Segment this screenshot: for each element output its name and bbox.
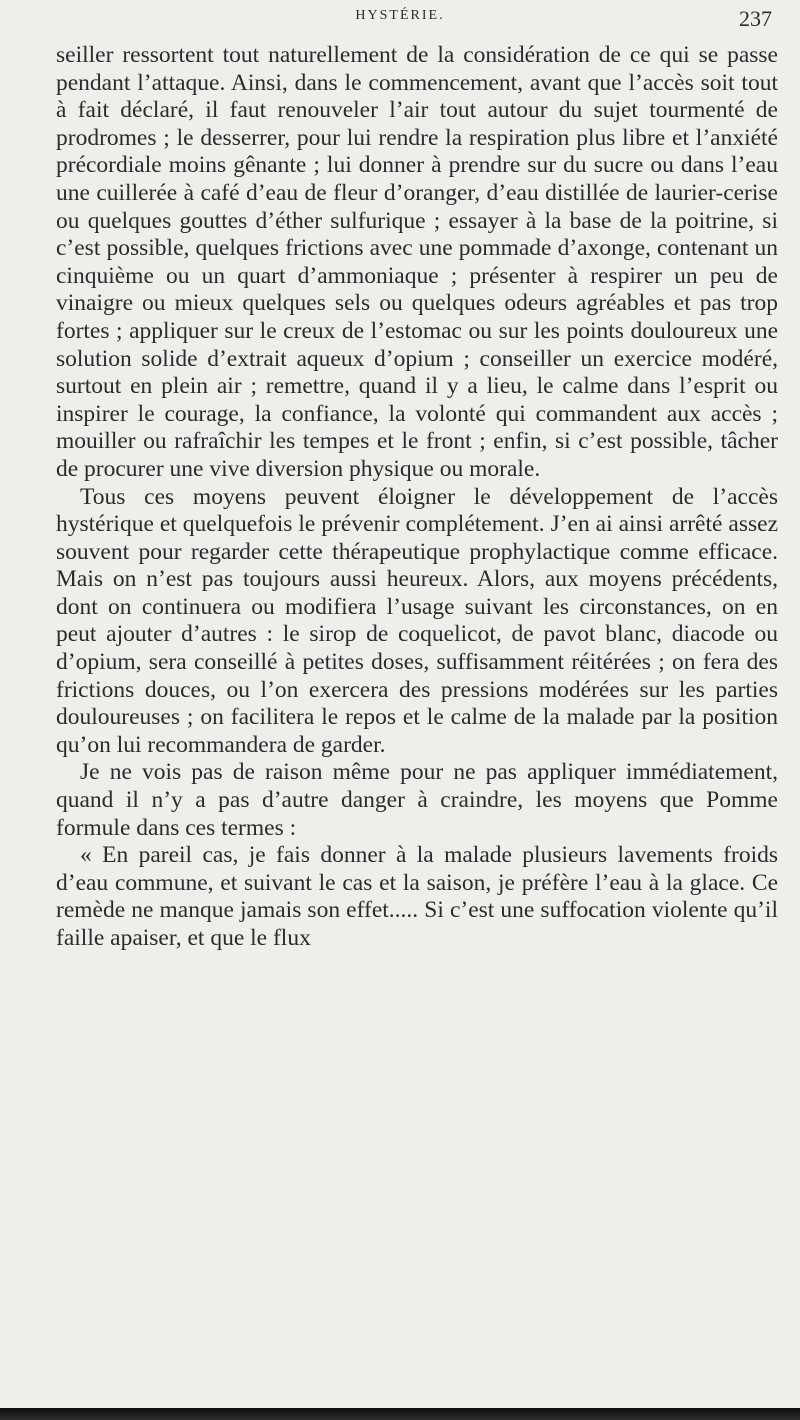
paragraph-3: Je ne vois pas de raison même pour ne pas appliquer immédiatement, quand il n’y a pas d’autre danger à craindre, les moyens que Pomme formule dans ces termes : (56, 759, 778, 841)
page-bottom-edge (0, 1408, 800, 1420)
running-head: HYSTÉRIE. (355, 8, 445, 23)
page-header (0, 6, 800, 36)
paragraph-4-quote: « En pareil cas, je fais donner à la malade plusieurs lavements froids d’eau commune, et suivant le cas et la saison, je préfère l’eau à la glace. Ce remède ne manque jamais son effet..... Si c’est une suffocation violente qu’il faille apaiser, et que le flux (56, 842, 778, 951)
paragraph-2: Tous ces moyens peuvent éloigner le développement de l’accès hystérique et quelquefois le prévenir complétement. J’en ai ainsi arrêté assez souvent pour regarder cette thérapeutique prophylactique comme efficace. Mais on n’est pas toujours aussi heureux. Alors, aux moyens précédents, dont on continuera ou modifiera l’usage suivant les circonstances, on en peut ajouter d’autres : le sirop de coquelicot, de pavot blanc, diacode ou d’opium, sera conseillé à petites doses, suffisamment réitérées ; on fera des frictions douces, ou l’on exercera des pressions modérées sur les parties douloureuses ; on facilitera le repos et le calme de la malade par la position qu’on lui recommandera de garder. (56, 483, 778, 758)
paragraph-1: seiller ressortent tout naturellement de la considération de ce qui se passe pendant l’attaque. Ainsi, dans le commencement, avant que l’accès soit tout à fait déclaré, il faut renouveler l’air tout autour du sujet tourmenté de prodromes ; le desserrer, pour lui rendre la respiration plus libre et l’anxiété précordiale moins gênante ; lui donner à prendre sur du sucre ou dans l’eau une cuillerée à café d’eau de fleur d’oranger, d’eau distillée de laurier-cerise ou quelques gouttes d’éther sulfurique ; essayer à la base de la poitrine, si c’est possible, quelques frictions avec une pommade d’axonge, contenant un cinquième ou un quart d’ammoniaque ; présenter à respirer un peu de vinaigre ou mieux quelques sels ou quelques odeurs agréables et pas trop fortes ; appliquer sur le creux de l’estomac ou sur les points douloureux une solution solide d’extrait aqueux d’opium ; conseiller un exercice modéré, surtout en plein air ; remettre, quand il y a lieu, le calme dans l’esprit ou inspirer le courage, la confiance, la volonté qui commandent aux accès ; mouiller ou rafraîchir les tempes et le front ; enfin, si c’est possible, tâcher de procurer une vive diversion physique ou morale. (56, 42, 778, 482)
page-number: 237 (739, 6, 772, 31)
body-text (56, 42, 778, 953)
